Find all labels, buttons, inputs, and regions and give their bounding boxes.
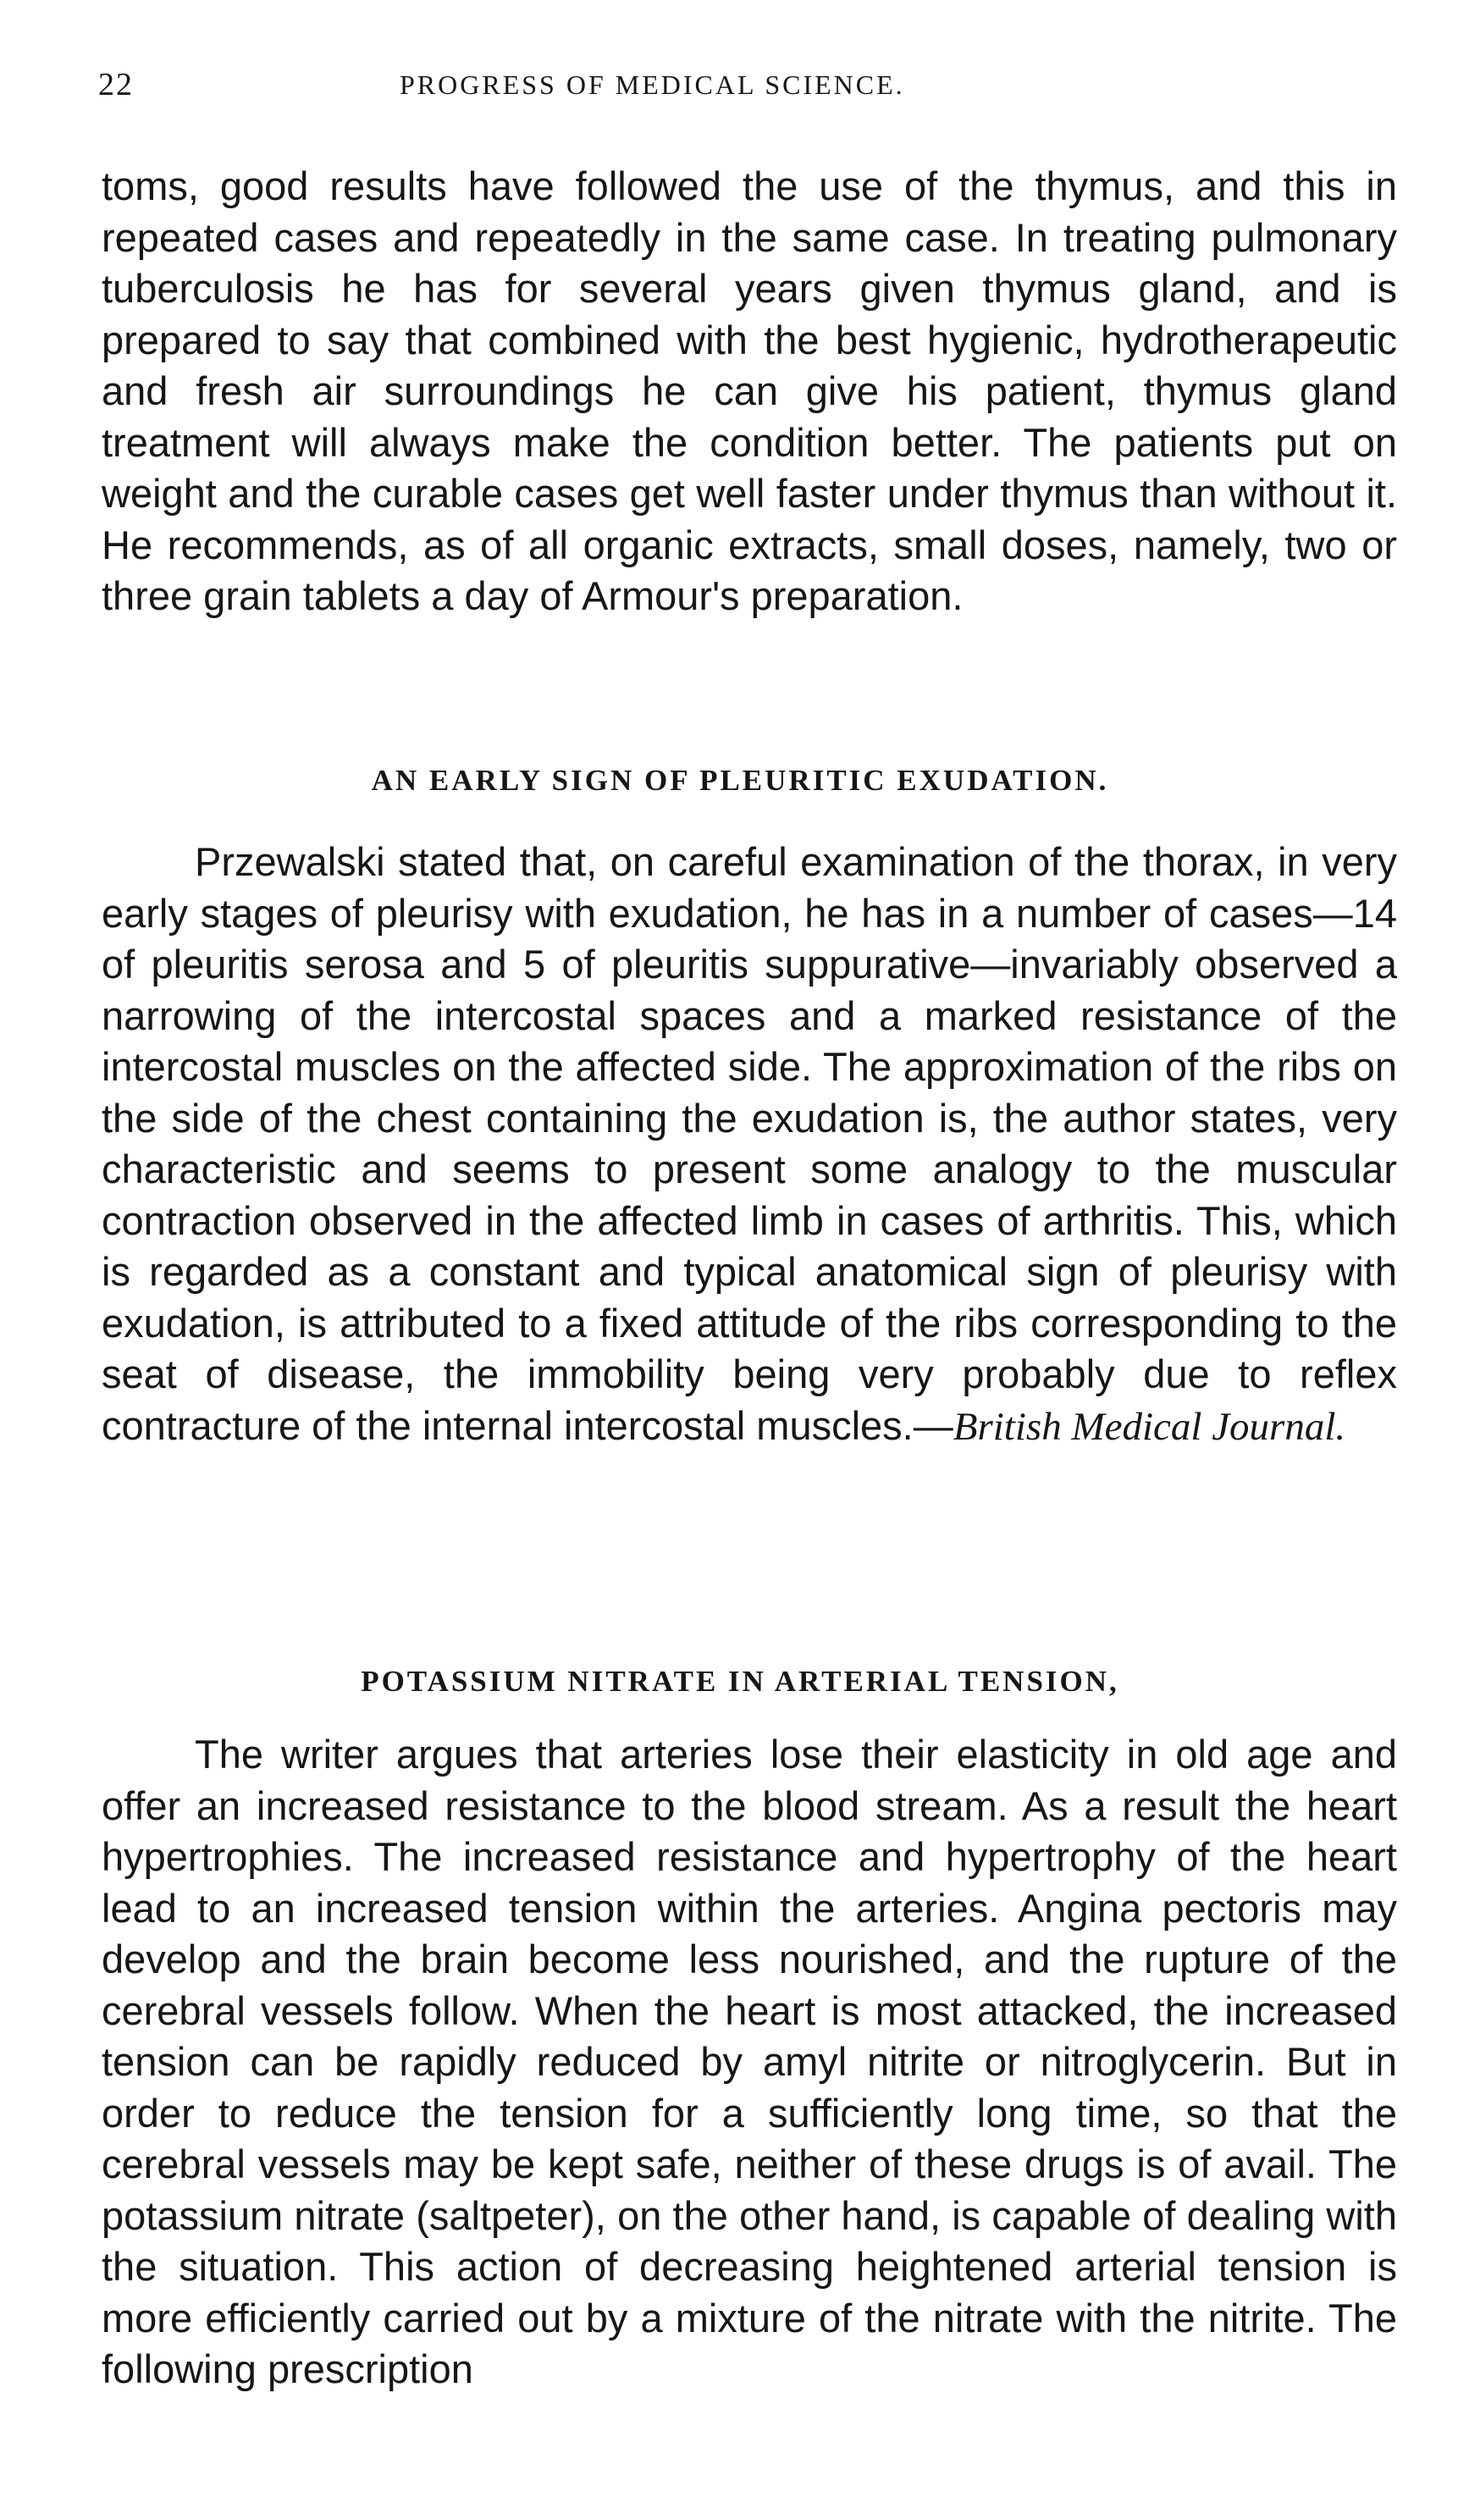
- running-title: PROGRESS OF MEDICAL SCIENCE.: [400, 69, 905, 100]
- section-heading-pleuritic: AN EARLY SIGN OF PLEURITIC EXUDATION.: [371, 764, 1109, 797]
- page-number: 22: [98, 67, 134, 102]
- continued-paragraph: toms, good results have followed the use of the thymus, and this in repeated cases and repeatedly in the same case. In treating pulmonary tuberculosis he has for several years given thymus gland, and is prepared to say that combined with the best hygienic, hydrotherapeutic and fresh air surroundings he can give his patient, thymus gland treatment will always make the condition better. The patients put on weight and the curable cases get well faster under thymus than without it. He recommends, as of all organic extracts, small doses, namely, two or three grain tablets a day of Armour's preparation.: [102, 163, 1397, 618]
- section-heading-potassium: POTASSIUM NITRATE IN ARTERIAL TENSION,: [361, 1665, 1119, 1698]
- pleuritic-text: Przewalski stated that, on careful examination of the thorax, in very early stages of pleurisy with exudation, he has in a number of cases—14 of pleuritis serosa and 5 of pleuritis suppurative—invariably observed a narrowing of the intercostal spaces and a marked resistance of the intercostal muscles on the affected side. The approximation of the ribs on the side of the chest containing the exudation is, the author states, very characteristic and seems to present some analogy to the muscular contraction observed in the affected limb in cases of arthritis. This, which is regarded as a constant and typical anatomical sign of pleurisy with exudation, is attributed to a fixed attitude of the ribs corresponding to the seat of disease, the immobility being very probably due to reflex contracture of the internal intercostal muscles.—: [102, 839, 1397, 1448]
- running-head: [95, 66, 1395, 117]
- potassium-paragraph: The writer argues that arteries lose their elasticity in old age and offer an increased resistance to the blood stream. As a result the heart hypertrophies. The increased resistance and hypertrophy of the heart lead to an increased tension within the arteries. Angina pectoris may develop and the brain become less nourished, and the rupture of the cerebral vessels follow. When the heart is most attacked, the increased tension can be rapidly reduced by amyl nitrite or nitroglycerin. But in order to reduce the tension for a sufficiently long time, so that the cerebral vessels may be kept safe, neither of these drugs is of avail. The potassium nitrate (saltpeter), on the other hand, is capable of dealing with the situation. This action of decreasing heightened arterial tension is more efficiently carried out by a mixture of the nitrate with the nitrite. The following prescription: [102, 1732, 1397, 2391]
- source-citation: British Medical Journal.: [953, 1404, 1346, 1449]
- pleuritic-paragraph: [102, 837, 1397, 1452]
